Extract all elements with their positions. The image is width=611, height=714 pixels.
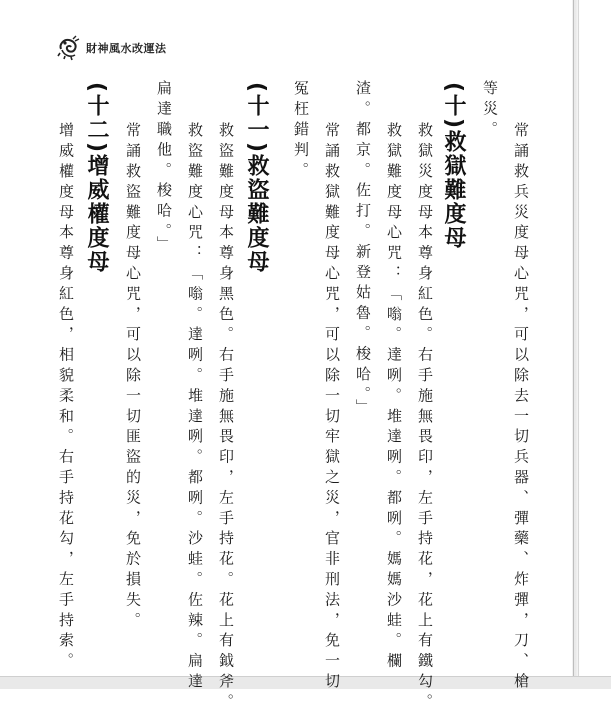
text-column: 等災。 — [481, 80, 499, 142]
text-column: 常誦救盜難度母心咒，可以除一切匪盜的災，免於損失。 — [124, 122, 142, 632]
section-title: (十二)增威權度母 — [84, 82, 109, 275]
text-column: 常誦救兵災度母心咒，可以除去一切兵器、彈藥、炸彈，刀、槍 — [512, 122, 530, 694]
text-column: 救獄災度母本尊身紅色。右手施無畏印，左手持花，花上有鐵勾。 — [416, 122, 434, 714]
page-edge-line — [573, 0, 574, 688]
text-column: 常誦救獄難度母心咒，可以除一切牢獄之災，官非刑法，免一切 — [323, 122, 341, 694]
text-column: 增威權度母本尊身紅色，相貌柔和。右手持花勾，左手持索。 — [57, 122, 75, 673]
page-header — [56, 34, 167, 62]
section-title: (十一)救盜難度母 — [244, 82, 269, 275]
text-column: 冤枉錯判。 — [292, 80, 310, 182]
dragon-logo-icon — [56, 35, 82, 61]
text-column: 渣。都京。佐打。新登姑魯。梭哈。」 — [354, 80, 372, 420]
text-column: 扁達職他。梭哈。」 — [155, 80, 173, 257]
page-edge-line — [578, 0, 579, 688]
text-column: 救獄難度母心咒：「嗡。達咧。堆達咧。都咧。媽媽沙蛙。欄 — [385, 122, 403, 673]
header-title: 財神風水改運法 — [86, 42, 167, 55]
text-column: 救盜難度母本尊身黑色。右手施無畏印，左手持花。花上有鉞斧。 — [217, 122, 235, 714]
text-column: 救盜難度心咒：「嗡。達咧。堆達咧。都咧。沙蛙。佐辣。扁達 — [186, 122, 204, 694]
section-title: (十)救獄難度母 — [441, 82, 466, 251]
